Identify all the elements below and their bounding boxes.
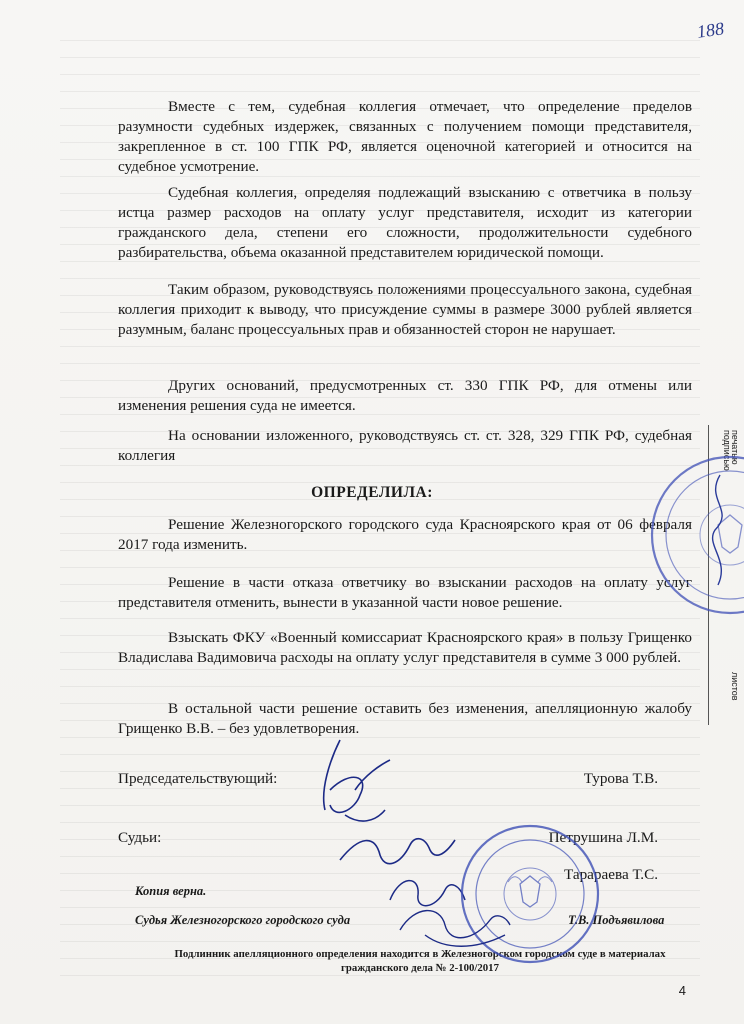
side-stamp-text-3: листов: [730, 672, 740, 701]
judge2-name: Тарараева Т.С.: [563, 866, 658, 883]
paragraph-no-other-grounds: Других оснований, предусмотренных ст. 330 ГПК РФ, для отмены или изменения решения суда не имеется.: [118, 377, 692, 414]
ruling-heading: ОПРЕДЕЛИЛА:: [311, 484, 433, 501]
footer-note: Подлинник апелляционного определения находится в Железногорском городском суде в материалах гражданского дела № 2-100/2017: [174, 948, 666, 974]
paragraph-recover-costs: Взыскать ФКУ «Военный комиссариат Красноярского края» в пользу Грищенко Владислава Вадимовича расходы на оплату услуг представителя в сумме 3 000 рублей.: [118, 629, 692, 666]
paragraph-basis: На основании изложенного, руководствуясь ст. ст. 328, 329 ГПК РФ, судебная коллегия: [118, 427, 692, 464]
paragraph-remainder: В остальной части решение оставить без изменения, апелляционную жалобу Грищенко В.В. – без удовлетворения.: [118, 700, 692, 737]
copy-judge-title: Судья Железногорского городского суда: [135, 913, 351, 927]
copy-judge-name: Т.В. Подъявилова: [568, 913, 665, 927]
side-stamp-text-1: печатью: [730, 430, 740, 465]
paragraph-conclusion: Таким образом, руководствуясь положениями процессуального закона, судебная коллегия приходит к выводу, что присуждение суммы в размере 3000 рублей является разумным, баланс процессуальных прав и обязанностей сторон не нарушает.: [118, 281, 692, 338]
paragraph-reasonableness: Вместе с тем, судебная коллегия отмечает, что определение пределов разумности судебных издержек, связанных с получением помощи представителя, закрепленное в ст. 100 ГПК РФ, является оценочной категорией и относится на судебное усмотрение.: [118, 98, 692, 175]
judge1-name: Петрушина Л.М.: [548, 829, 658, 846]
presiding-role: Председательствующий:: [118, 770, 278, 787]
handwritten-page-number: 188: [695, 18, 726, 42]
side-stamp-text-2: подписью: [722, 430, 732, 471]
copy-verified: Копия верна.: [135, 884, 207, 898]
paragraph-change-decision: Решение Железногорского городского суда Красноярского края от 06 февраля 2017 года изменить.: [118, 516, 692, 553]
paragraph-determination: Судебная коллегия, определяя подлежащий взысканию с ответчика в пользу истца размер расходов на оплату услуг представителя, исходит из категории гражданского дела, степени его сложности, продолжительности судебного разбирательства, объема оказанной представителем юридической помощи.: [118, 184, 692, 261]
presiding-name: Турова Т.В.: [583, 770, 658, 787]
judges-role: Судьи:: [118, 829, 162, 846]
side-handwritten-signature: [700, 470, 740, 590]
page-number: 4: [678, 983, 686, 998]
paragraph-cancel-part: Решение в части отказа ответчику во взыскании расходов на оплату услуг представителя отменить, вынести в указанной части новое решение.: [118, 574, 692, 611]
copy-signature: [395, 895, 515, 955]
